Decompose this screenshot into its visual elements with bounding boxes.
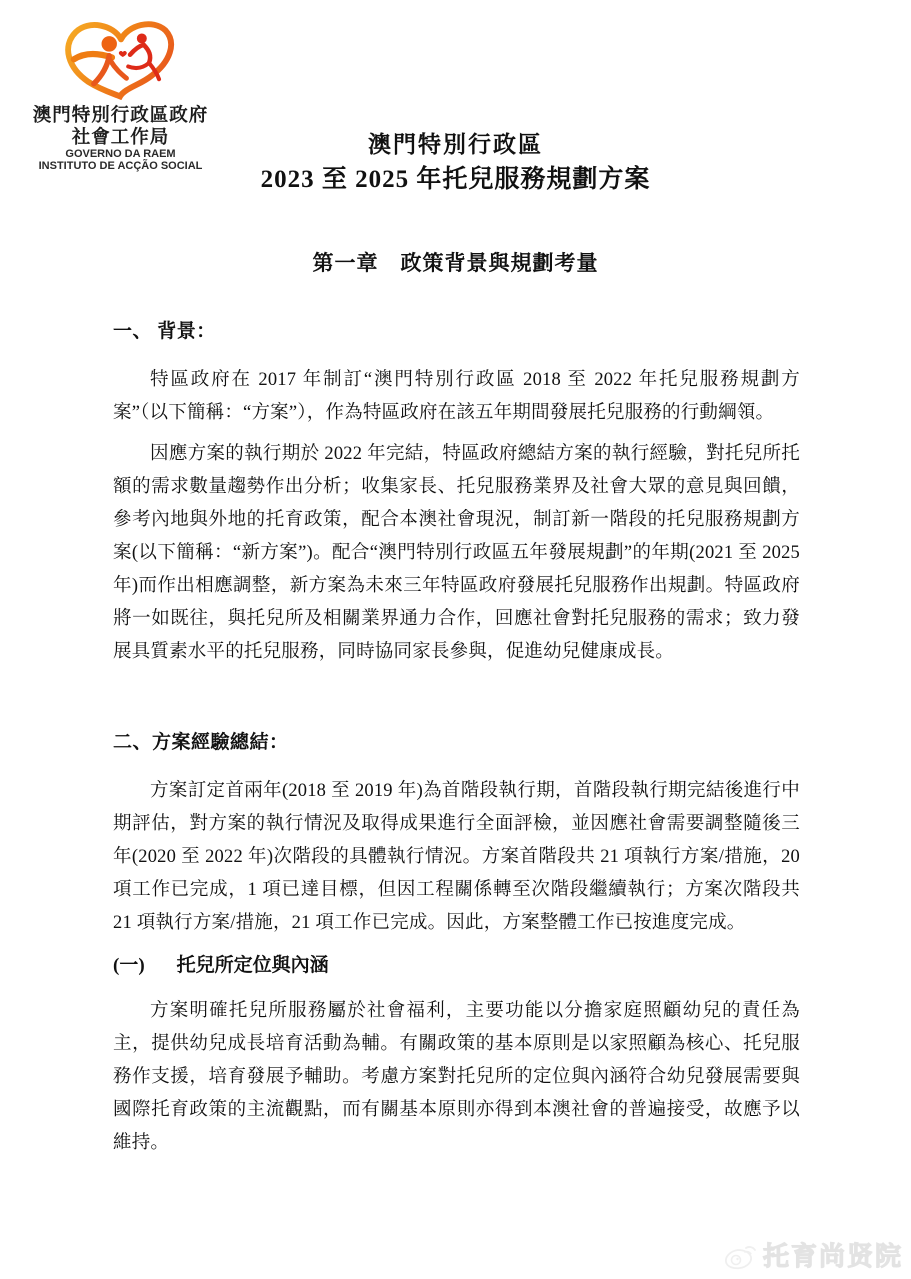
org-name-zh-line1: 澳門特別行政區政府 — [32, 104, 209, 125]
document-title-line1: 澳門特別行政區 — [368, 132, 543, 157]
watermark — [724, 1236, 903, 1273]
heart-figures-logo-icon — [57, 14, 185, 100]
paragraph: 因應方案的執行期於 2022 年完結，特區政府總結方案的執行經驗，對托兒所托額的需求數量趨勢作出分析；收集家長、托兒服務業界及社會大眾的意見與回饋，參考內地與外地的托育政策，配合本澳社會現況，制訂新一階段的托兒服務規劃方案(以下簡稱：“新方案”)。配合“澳門特別行政區五年發展規劃”的年期(2021 至 2025 年)而作出相應調整，新方案為未來三年特區政府發展托兒服務作出規劃。特區政府將一如既往，與托兒所及相關業界通力合作，回應社會對托兒服務的需求；致力發展具質素水平的托兒服務，同時協同家長參與，促進幼兒健康成長。 — [113, 443, 800, 662]
org-name-zh-line2: 社會工作局 — [71, 125, 170, 147]
subsection-label: (一) — [113, 954, 145, 976]
subsection-title: 托兒所定位與內涵 — [176, 954, 329, 976]
weibo-icon — [724, 1240, 758, 1270]
org-name-pt-line2: INSTITUTO DE ACÇÃO SOCIAL — [38, 160, 203, 173]
subsection-heading — [113, 954, 800, 978]
org-name-pt-line1: GOVERNO DA RAEM — [65, 147, 176, 160]
watermark-text: 托育尚贤院 — [762, 1241, 903, 1271]
section-heading-1: 一、 背景： — [113, 321, 216, 342]
paragraph: 方案明確托兒所服務屬於社會福利，主要功能以分擔家庭照顧幼兒的責任為主，提供幼兒成長培育活動為輔。有關政策的基本原則是以家照顧為核心、托兒服務作支援，培育發展予輔助。考慮方案對托兒所的定位與內涵符合幼兒發展需要與國際托育政策的主流觀點，而有關基本原則亦得到本澳社會的普遍接受，故應予以維持。 — [113, 1001, 800, 1154]
document-title-block — [0, 130, 911, 196]
document-body — [113, 320, 800, 1168]
chapter-heading: 第一章 政策背景與規劃考量 — [312, 251, 599, 275]
paragraph: 方案訂定首兩年(2018 至 2019 年)為首階段執行期，首階段執行期完結後進行中期評估，對方案的執行情況及取得成果進行全面評檢，並因應社會需要調整隨後三年(2020 至 2022 年)次階段的具體執行情況。方案首階段共 21 項執行方案/措施，20 項工作已完成，1 項已達目標，但因工程關係轉至次階段繼續執行；方案次階段共 21 項執行方案/措施，21 項工作已完成。因此，方案整體工作已按進度完成。 — [113, 780, 800, 933]
document-title-line2: 2023 至 2025 年托兒服務規劃方案 — [260, 165, 651, 193]
paragraph: 特區政府在 2017 年制訂“澳門特別行政區 2018 至 2022 年托兒服務規劃方案”（以下簡稱：“方案”），作為特區政府在該五年期間發展托兒服務的行動綱領。 — [113, 369, 800, 423]
section-heading-2: 二、方案經驗總結： — [113, 731, 289, 753]
